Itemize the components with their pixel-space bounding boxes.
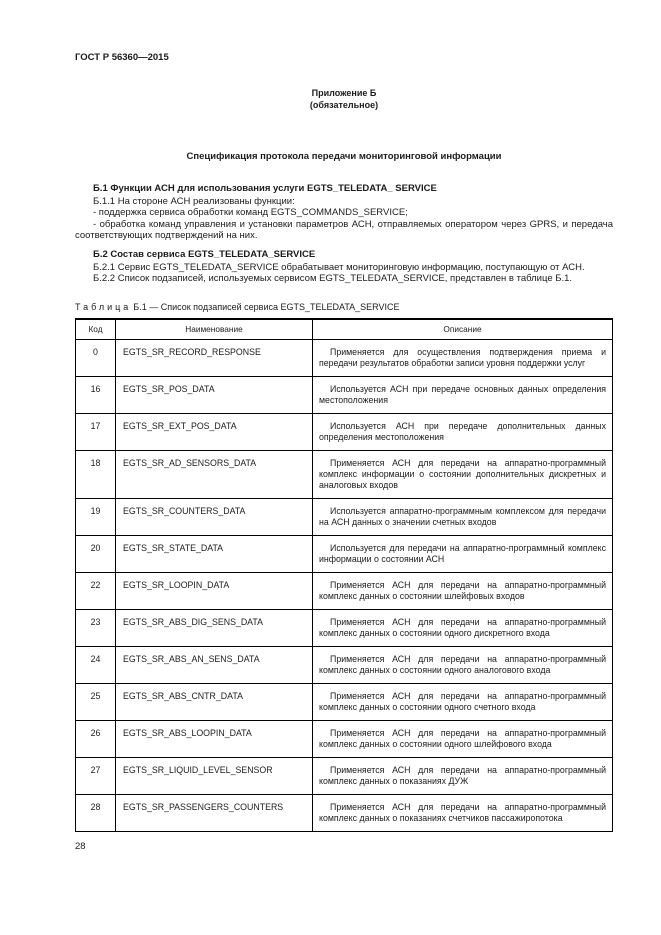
annex-heading [75,87,613,111]
table-row [76,376,613,413]
annex-subtitle: (обязательное) [309,100,379,110]
table-row [76,498,613,535]
cell-description: Применяется АСН для передачи на аппаратно-программный комплекс данных о состоянии одного аналогового входа [313,646,613,683]
table-row [76,339,613,376]
page-number: 28 [75,840,86,852]
cell-name: EGTS_SR_ABS_AN_SENS_DATA [116,646,313,683]
cell-code: 27 [76,757,116,794]
table-row [76,450,613,498]
cell-name: EGTS_SR_ABS_LOOPIN_DATA [116,720,313,757]
cell-code: 24 [76,646,116,683]
section-b2-heading: Б.2 Состав сервиса EGTS_TELEDATA_SERVICE [93,248,316,260]
cell-description: Применяется АСН для передачи на аппаратно-программный комплекс данных о показаниях ДУЖ [313,757,613,794]
table-row [76,535,613,572]
cell-description: Применяется для осуществления подтверждения приема и передачи результатов обработки записи уровня поддержки услуг [313,339,613,376]
cell-description: Применяется АСН для передачи на аппаратно-программный комплекс данных о состоянии одного дискретного входа [313,609,613,646]
cell-code: 19 [76,498,116,535]
column-header-name: Наименование [116,319,313,340]
table-header-row [76,319,613,340]
cell-code: 23 [76,609,116,646]
table-row [76,572,613,609]
cell-description: Применяется АСН для передачи на аппаратно-программный комплекс данных о состоянии одного счетного входа [313,683,613,720]
list-item-command-processing: - обработка команд управления и установки параметров АСН, отправляемых оператором через GPRS, и передача соответствующих подтверждений на них. [75,218,613,242]
cell-code: 25 [76,683,116,720]
cell-name: EGTS_SR_COUNTERS_DATA [116,498,313,535]
table-row [76,794,613,831]
paragraph-b2-2: Б.2.2 Список подзаписей, используемых сервисом EGTS_TELEDATA_SERVICE, представлен в таблице Б.1. [93,273,573,285]
doc-number: ГОСТ Р 56360—2015 [75,52,169,63]
cell-code: 20 [76,535,116,572]
section-b1-heading: Б.1 Функции АСН для использования услуги EGTS_TELEDATA_ SERVICE [93,183,437,194]
list-item-commands-service: - поддержка сервиса обработки команд EGTS_COMMANDS_SERVICE; [93,207,408,219]
table-caption-text: Б.1 — Список подзаписей сервиса EGTS_TELEDATA_SERVICE [133,301,400,312]
table-row [76,757,613,794]
cell-code: 22 [76,572,116,609]
column-header-description: Описание [313,319,613,340]
table-row [76,683,613,720]
table-caption-word: Таблица [75,301,132,312]
cell-name: EGTS_SR_STATE_DATA [116,535,313,572]
cell-code: 0 [76,339,116,376]
cell-description: Используется АСН при передаче основных данных определения местоположения [313,376,613,413]
cell-code: 16 [76,376,116,413]
cell-code: 28 [76,794,116,831]
cell-description: Применяется АСН для передачи на аппаратно-программный комплекс данных о состоянии одного шлейфового входа [313,720,613,757]
page-title: Спецификация протокола передачи мониторинговой информации [186,151,502,162]
annex-title: Приложение Б [311,88,377,98]
paragraph-b1-1: Б.1.1 На стороне АСН реализованы функции: [93,195,295,207]
cell-name: EGTS_SR_LOOPIN_DATA [116,572,313,609]
cell-description: Используется аппаратно-программным комплексом для передачи на АСН данных о значении счетных входов [313,498,613,535]
cell-description: Применяется АСН для передачи на аппаратно-программный комплекс данных о показаниях счетчиков пассажиропотока [313,794,613,831]
cell-name: EGTS_SR_POS_DATA [116,376,313,413]
cell-description: Используется для передачи на аппаратно-программный комплекс информации о состоянии АСН [313,535,613,572]
table-row [76,413,613,450]
cell-name: EGTS_SR_EXT_POS_DATA [116,413,313,450]
subrecords-table [75,318,613,832]
cell-name: EGTS_SR_PASSENGERS_COUNTERS [116,794,313,831]
cell-name: EGTS_SR_ABS_DIG_SENS_DATA [116,609,313,646]
cell-description: Применяется АСН для передачи на аппаратно-программный комплекс данных о состоянии шлейфовых входов [313,572,613,609]
cell-name: EGTS_SR_ABS_CNTR_DATA [116,683,313,720]
table-row [76,646,613,683]
table-row [76,609,613,646]
cell-code: 18 [76,450,116,498]
cell-description: Применяется АСН для передачи на аппаратно-программный комплекс информации о состоянии дополнительных дискретных и аналоговых входов [313,450,613,498]
cell-description: Используется АСН при передаче дополнительных данных определения местоположения [313,413,613,450]
column-header-code: Код [76,319,116,340]
table-caption [75,302,613,313]
cell-code: 17 [76,413,116,450]
paragraph-b2-1: Б.2.1 Сервис EGTS_TELEDATA_SERVICE обрабатывает мониторинговую информацию, поступающую от АСН. [93,261,585,273]
cell-code: 26 [76,720,116,757]
cell-name: EGTS_SR_RECORD_RESPONSE [116,339,313,376]
table-row [76,720,613,757]
cell-name: EGTS_SR_AD_SENSORS_DATA [116,450,313,498]
cell-name: EGTS_SR_LIQUID_LEVEL_SENSOR [116,757,313,794]
